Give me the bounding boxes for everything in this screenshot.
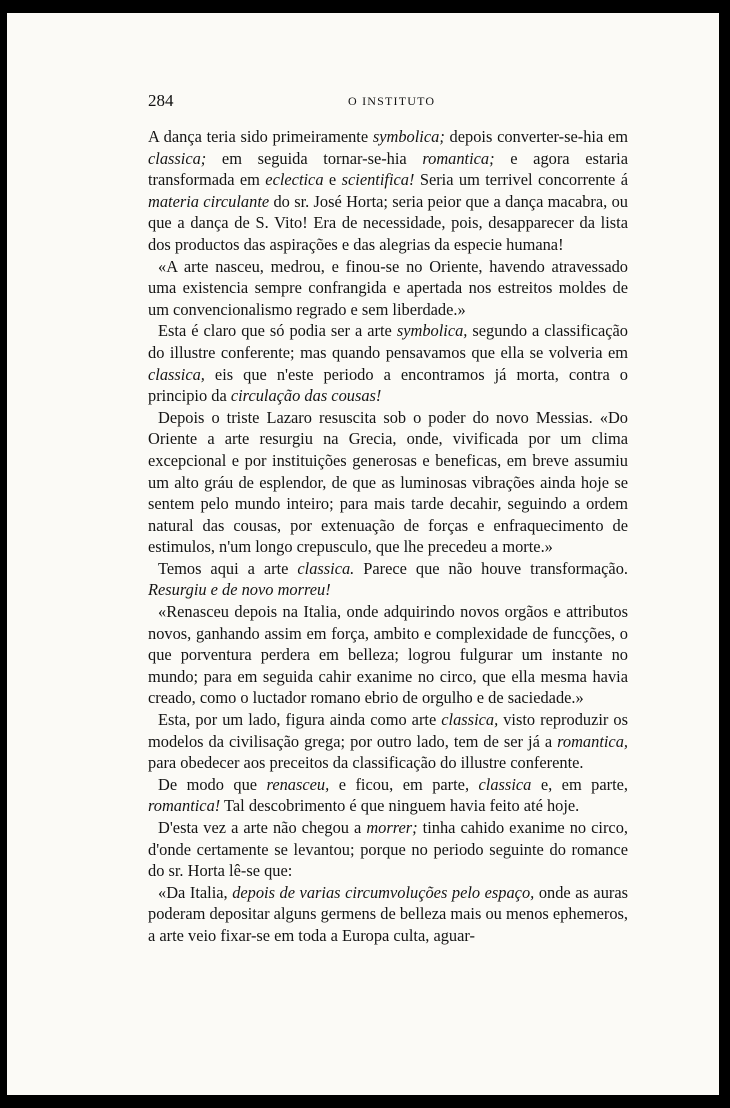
paragraph: [148, 601, 628, 709]
italic-text: classica: [478, 774, 532, 794]
text-run: D'esta vez a arte não chegou a: [158, 818, 367, 837]
text-run: visto reproduzir os modelos da civilisação grega; por outro lado, tem de ser já a: [148, 710, 628, 751]
text-run: e, em parte,: [531, 774, 629, 794]
italic-text: classica,: [148, 364, 205, 384]
page-header: [148, 91, 628, 113]
italic-text: scientifica!: [341, 170, 415, 190]
italic-text: classica;: [148, 148, 207, 168]
text-run: «A arte nasceu, medrou, e finou-se no Oriente, havendo atravessado uma existencia sempre confrangida e apertada nos estreitos moldes de um convencionalismo regrado e sem liberdade.»: [148, 256, 628, 319]
italic-text: circulação das cousas!: [230, 386, 382, 406]
text-run: do sr. José Horta; seria peior que a dança macabra, ou que a dança de S. Vito! Era de necessidade, pois, desapparecer da lista dos productos das aspirações e das alegrias da especie humana!: [148, 191, 628, 254]
text-run: Depois o triste Lazaro resuscita sob o poder do novo Messias. «Do Oriente a arte resurgiu na Grecia, onde, vivificada por um clima excepcional e por instituições generosas e beneficas, em breve assumiu um alto gráu de esplendor, de que as luminosas vibrações ainda hoje se sentem pelo mundo inteiro; para mais tarde decahir, seguindo a ordem natural das cousas, por extenuação de forças e enfraquecimento de estimulos, n'um longo crepusculo, que lhe precedeu a morte.»: [148, 407, 628, 557]
paragraph: [148, 320, 628, 406]
italic-text: symbolica;: [372, 127, 445, 146]
body-text: [148, 126, 628, 947]
text-run: eis que n'este periodo a encontramos já morta, contra o principio da: [148, 364, 628, 406]
italic-text: depois de varias circumvoluções pelo espaço,: [232, 882, 535, 902]
book-page: [7, 13, 719, 1095]
italic-text: romantica!: [148, 796, 221, 816]
italic-text: romantica;: [422, 148, 495, 168]
text-run: onde as auras poderam depositar alguns germens de belleza mais ou menos ephemeros, a arte veio fixar-se em toda a Europa culta, aguar-: [148, 882, 629, 945]
paragraph: [148, 817, 628, 882]
text-run: De modo que: [158, 774, 267, 794]
paragraph: [148, 126, 628, 256]
text-run: Tal descobrimento é que ninguem havia feito até hoje.: [220, 796, 580, 816]
text-run: e agora estaria transformada em: [148, 148, 628, 190]
paragraph: [148, 774, 628, 817]
italic-text: renasceu,: [266, 774, 330, 794]
text-run: em seguida tornar-se-hia: [206, 148, 423, 168]
text-run: Esta é claro que só podia ser a arte: [158, 321, 397, 341]
text-run: depois converter-se-hia em: [444, 127, 628, 146]
paragraph: [148, 256, 628, 321]
text-run: e: [323, 170, 342, 190]
italic-text: classica,: [441, 710, 499, 730]
text-run: e ficou, em parte,: [329, 774, 479, 794]
paragraph: [148, 558, 628, 601]
page-number: 284: [148, 91, 174, 110]
text-run: para obedecer aos preceitos da classificação do illustre conferente.: [148, 753, 584, 773]
italic-text: classica.: [297, 558, 355, 578]
paragraph: [148, 407, 628, 558]
text-run: Parece que não houve transformação.: [354, 558, 628, 578]
text-run: Seria um terrivel concorrente á: [414, 170, 628, 190]
text-run: Temos aqui a arte: [158, 558, 298, 578]
text-run: A dança teria sido primeiramente: [148, 127, 373, 146]
text-run: tinha cahido exanime no circo, d'onde certamente se levantou; porque no periodo seguinte do romance do sr. Horta lê-se que:: [148, 818, 628, 881]
text-run: «Renasceu depois na Italia, onde adquirindo novos orgãos e attributos novos, ganhando assim em força, ambito e complexidade de funcções, o que porventura perdera em belleza; logrou fulgurar um instante no mundo; para em seguida cahir exanime no circo, que ella mesma havia creado, como o luctador romano ebrio de orgulho e de saciedade.»: [148, 602, 628, 708]
running-title: O INSTITUTO: [348, 94, 436, 108]
text-run: Esta, por um lado, figura ainda como arte: [158, 710, 442, 730]
paragraph: [148, 709, 628, 774]
italic-text: morrer;: [366, 818, 418, 837]
text-run: segundo a classificação do illustre conferente; mas quando pensavamos que ella se volveria em: [148, 321, 629, 362]
paragraph: [148, 882, 628, 947]
italic-text: eclectica: [265, 170, 324, 190]
italic-text: materia circulante: [148, 191, 270, 211]
italic-text: symbolica,: [396, 321, 468, 341]
italic-text: Resurgiu e de novo morreu!: [148, 580, 331, 600]
italic-text: romantica,: [557, 731, 628, 751]
text-run: «Da Italia,: [158, 882, 233, 902]
